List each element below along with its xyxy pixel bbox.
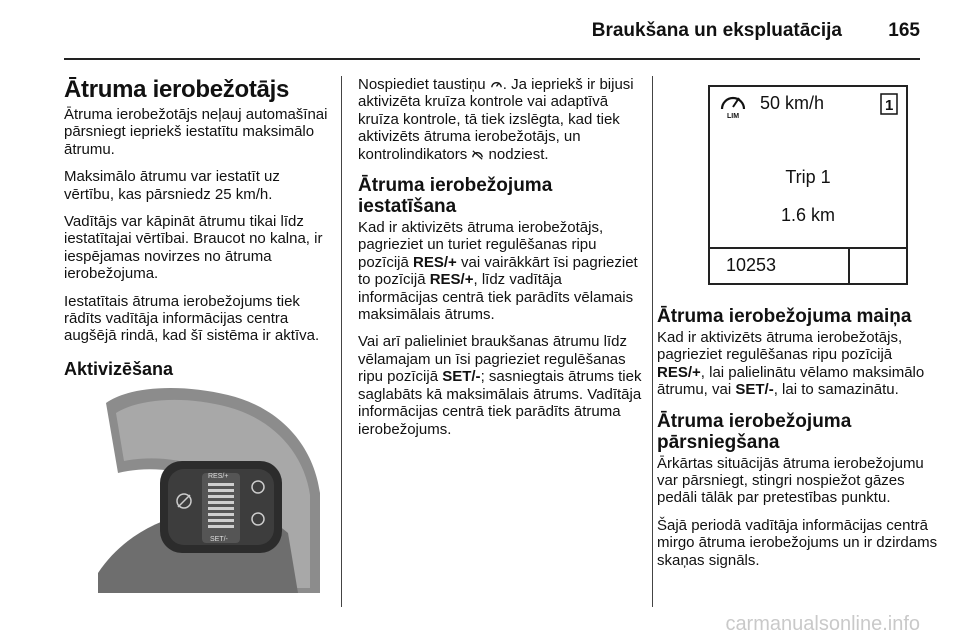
header-rule bbox=[64, 58, 920, 60]
speed-limiter-icon bbox=[718, 89, 748, 119]
page-number: 165 bbox=[888, 20, 920, 41]
wheel-label-res: RES/+ bbox=[208, 473, 229, 480]
paragraph: Nospiediet taustiņu . Ja iepriekš ir bijusi aktivizēta kruīza kontrole vai adaptīvā kruīza kontrole, tā tiek izslēgta, kad tiek aktivizēts ātruma ierobežotājs, un kontrolindikators nodziest. bbox=[358, 76, 634, 163]
wheel-label-set: SET/- bbox=[210, 536, 228, 543]
paragraph: Maksimālo ātrumu var iestatīt uz vērtību, kas pārsniedz 25 km/h. bbox=[64, 168, 280, 203]
column-1 bbox=[64, 76, 334, 382]
display-trip-distance: 1.6 km bbox=[780, 205, 836, 225]
display-speed-limit: 50 km/h bbox=[760, 93, 825, 113]
steering-wheel-image bbox=[98, 383, 320, 593]
watermark: carmanualsonline.info bbox=[725, 613, 920, 635]
display-page-digit bbox=[880, 93, 898, 115]
display-trip-label: Trip 1 bbox=[785, 167, 831, 187]
display-divider bbox=[708, 247, 908, 249]
section-heading: Ātruma ierobežotājs bbox=[64, 76, 290, 103]
svg-text:1: 1 bbox=[885, 97, 894, 114]
column-divider-2 bbox=[652, 76, 653, 607]
paragraph: Vai arī palieliniet braukšanas ātrumu līdz vēlamajam un īsi pagrieziet regulēšanas ripu pozīcijā SET/-; sasniegtais ātrums tiek saglabāts kā maksimālais ātrums. Vadītāja informācijas centrā tiek parādīts ātruma ierobežojums. bbox=[358, 333, 642, 438]
svg-text:LIM: LIM bbox=[727, 113, 740, 119]
paragraph: Ārkārtas situācijās ātruma ierobežojumu var pārsniegt, stingri nospiežot gāzes pedāli tālāk par pretestības punktu. bbox=[657, 454, 924, 507]
column-3 bbox=[657, 306, 939, 579]
column-2 bbox=[358, 76, 646, 448]
driver-information-display bbox=[708, 85, 908, 285]
page-header bbox=[0, 0, 960, 62]
paragraph: Šajā periodā vadītāja informācijas centrā mirgo ātruma ierobežojums un ir dzirdams skaņas signāls. bbox=[657, 516, 938, 569]
subheading-setting: Ātruma ierobežojuma iestatīšana bbox=[358, 175, 553, 218]
paragraph: Vadītājs var kāpināt ātrumu tikai līdz iestatītajai vērtībai. Braucot no kalna, ir iespējamas novirzes no ātruma ierobežojuma. bbox=[64, 213, 323, 283]
paragraph: Kad ir aktivizēts ātruma ierobežotājs, pagrieziet regulēšanas ripu pozīcijā RES/+, lai palielinātu vēlamo maksimālo ātrumu, vai SET/-, lai to samazinātu. bbox=[657, 329, 925, 399]
speed-limiter-icon bbox=[490, 78, 503, 91]
steering-wheel-illustration bbox=[98, 383, 320, 593]
subheading-change: Ātruma ierobežojuma maiņa bbox=[657, 306, 912, 327]
display-divider-vertical bbox=[848, 247, 850, 285]
subheading-activation: Aktivizēšana bbox=[64, 358, 174, 379]
paragraph: Kad ir aktivizēts ātruma ierobežotājs, pagrieziet un turiet regulēšanas ripu pozīcijā RES/+ vai vairākkārt īsi pagrieziet to pozīcijā RES/+, līdz vadītāja informācijas centrā tiek parādīts vēlamais maksimālais ātrums. bbox=[358, 219, 638, 324]
column-divider-1 bbox=[341, 76, 342, 607]
paragraph: Iestatītais ātruma ierobežojums tiek rādīts vadītāja informācijas centra augšējā rindā, kad šī sistēma ir aktīva. bbox=[64, 292, 320, 345]
control-indicator-icon bbox=[471, 148, 484, 161]
display-odometer: 10253 bbox=[726, 255, 777, 275]
header-title: Braukšana un ekspluatācija bbox=[591, 20, 842, 41]
subheading-exceeding: Ātruma ierobežojuma pārsniegšana bbox=[657, 410, 852, 453]
paragraph: Ātruma ierobežotājs neļauj automašīnai pārsniegt iepriekš iestatītu maksimālo ātrumu. bbox=[64, 106, 328, 158]
